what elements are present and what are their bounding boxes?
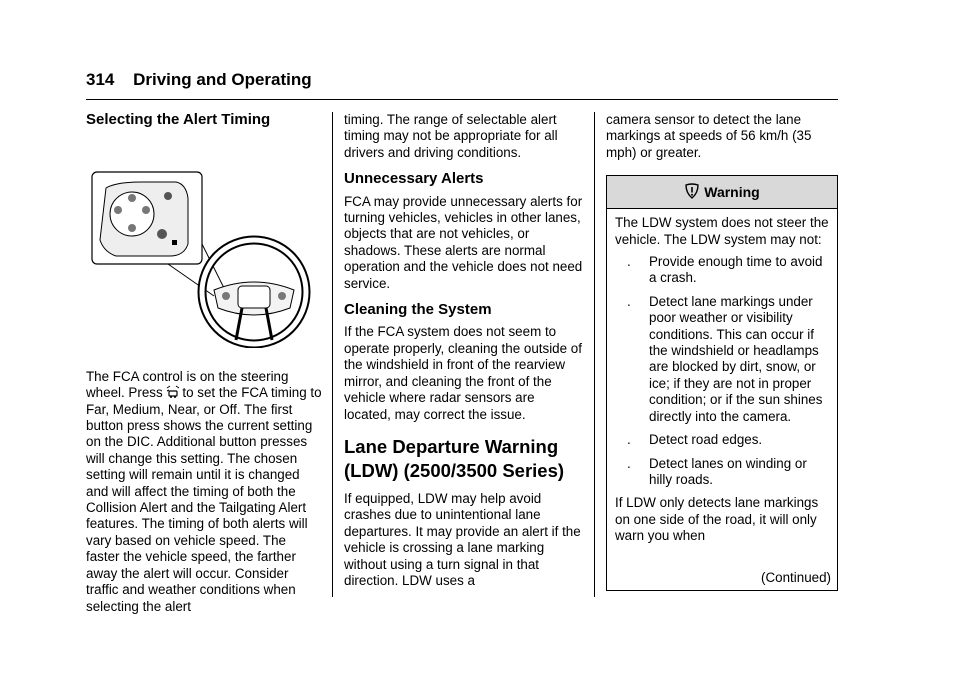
fca-para-line2-pre: wheel. Press <box>86 385 163 401</box>
fca-timing-icon <box>166 385 180 399</box>
unnecessary-alerts-para: FCA may provide unnecessary alerts for turning vehicles, vehicles in other lanes, objects that are not vehicles, or shadows. These alerts are normal operation and the vehicle does not need service. <box>344 193 583 291</box>
column-1 <box>86 112 322 615</box>
bullet-marker: . <box>627 455 631 471</box>
list-item <box>615 456 829 489</box>
timing-continued-para: timing. The range of selectable alert timing may not be appropriate for all drivers and driving conditions. <box>344 112 558 160</box>
fca-para-line1: The FCA control is on the steering <box>86 368 289 384</box>
bullet-text: Provide enough time to avoid a crash. <box>649 254 823 286</box>
bullet-text: Detect lane markings under poor weather or visibility conditions. This can occur if the windshield or headlamps are blocked by dirt, snow, or ice; if they are not in proper condition; or if the sun shines directly into the camera. <box>649 293 823 424</box>
warning-bullet-list <box>615 254 829 488</box>
list-item <box>615 294 829 425</box>
bullet-marker: . <box>627 293 631 309</box>
cleaning-system-para: If the FCA system does not seem to operate properly, cleaning the outside of the windshield in front of the rearview mirror, and cleaning the front of the vehicle where radar sensors are located, may correct the issue. <box>344 324 582 422</box>
warning-body <box>607 209 837 544</box>
header-rule <box>86 99 838 100</box>
warning-box <box>606 175 838 591</box>
warning-title: Warning <box>704 184 760 201</box>
bullet-text: Detect lanes on winding or hilly roads. <box>649 455 807 487</box>
fca-para-rest: timing to Far, Medium, Near, or Off. The first button press shows the current setting on the DIC. Additional button presses will change this setting. The chosen setting will remain until it is changed and will affect the timing of both the Collision Alert and the Tailgating Alert features. The timing of both alerts will vary based on vehicle speed. The faster the vehicle speed, the farther away the alert will occur. Consider traffic and weather conditions when selecting the alert <box>86 385 322 614</box>
camera-sensor-para: camera sensor to detect the lane markings at speeds of 56 km/h (35 mph) or greater. <box>606 112 812 160</box>
warning-header <box>607 176 837 209</box>
column-divider-2 <box>594 112 595 597</box>
column-divider-1 <box>332 112 333 597</box>
steering-wheel-illustration <box>86 148 322 348</box>
fca-para-line2-post: to set the FCA <box>182 385 268 401</box>
heading-ldw: Lane Departure Warning (LDW) (2500/3500 Series) <box>344 435 565 481</box>
bullet-marker: . <box>627 432 631 448</box>
warning-outro: If LDW only detects lane markings on one side of the road, it will only warn you when <box>615 495 819 544</box>
warning-symbol-icon <box>684 183 700 199</box>
bullet-marker: . <box>627 254 631 270</box>
bullet-text: Detect road edges. <box>649 432 763 448</box>
heading-unnecessary-alerts: Unnecessary Alerts <box>344 170 484 188</box>
section-title: Driving and Operating <box>133 70 312 89</box>
list-item <box>615 432 829 448</box>
continued-label: (Continued) <box>761 569 831 585</box>
heading-cleaning-system: Cleaning the System <box>344 301 492 319</box>
list-item <box>615 254 829 287</box>
column-3 <box>606 112 838 591</box>
page-header <box>86 70 312 90</box>
ldw-para: If equipped, LDW may help avoid crashes due to unintentional lane departures. It may provide an alert if the vehicle is crossing a lane marking without using a turn signal in that direction. LDW uses a <box>344 490 581 588</box>
page-number: 314 <box>86 70 115 89</box>
heading-alert-timing: Selecting the Alert Timing <box>86 111 271 128</box>
warning-intro: The LDW system does not steer the vehicle. The LDW system may not: <box>615 215 829 247</box>
column-2 <box>344 112 584 589</box>
